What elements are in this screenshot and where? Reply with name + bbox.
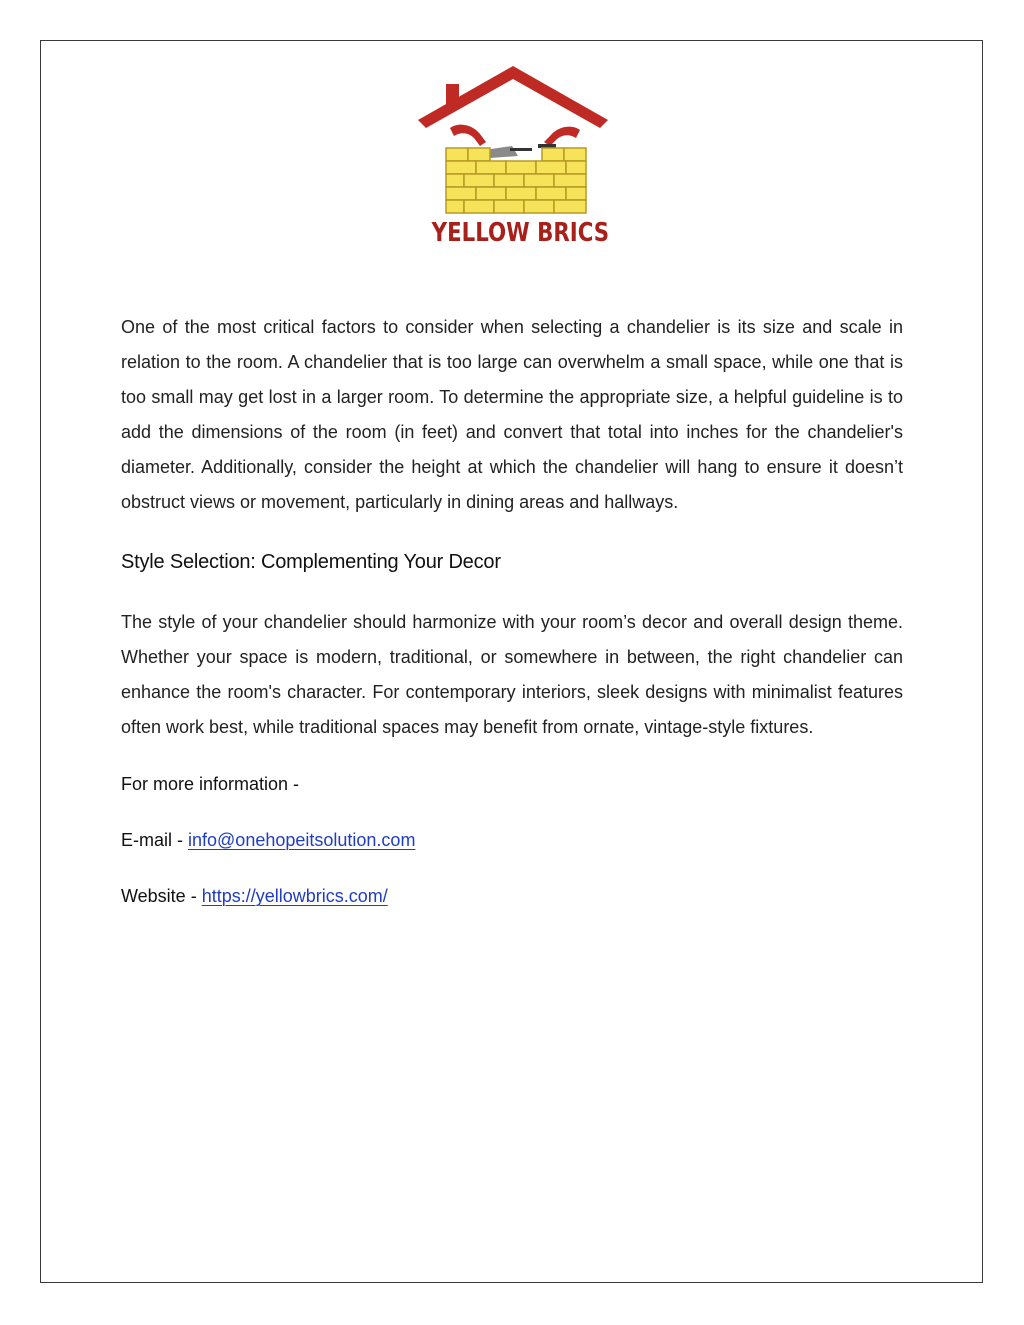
paragraph-style: The style of your chandelier should harmonize with your room’s decor and overall design theme. Whether your space is modern, traditional, or somewhere in between, the right chandelier can enhance the room's character. For contemporary interiors, sleek designs with minimalist features often work best, while traditional spaces may benefit from ornate, vintage-style fixtures.: [121, 612, 903, 737]
website-link[interactable]: https://yellowbrics.com/: [201, 886, 388, 906]
heading-style-selection: Style Selection: Complementing Your Decor: [121, 551, 501, 573]
contact-title: For more information -: [121, 774, 300, 794]
paragraph-size-scale: One of the most critical factors to consider when selecting a chandelier is its size and scale in relation to the room. A chandelier that is too large can overwhelm a small space, while one that is too small may get lost in a larger room. To determine the appropriate size, a helpful guideline is to add the dimensions of the room (in feet) and convert that total into inches for the chandelier's diameter. Additionally, consider the height at which the chandelier will hang to ensure it doesn’t obstruct views or movement, particularly in dining areas and hallways.: [121, 317, 903, 512]
house-with-bricks-logo-icon: [414, 62, 610, 222]
contact-website-line: [121, 886, 903, 907]
email-separator: -: [172, 830, 189, 850]
contact-email-line: [121, 830, 903, 851]
website-separator: -: [185, 886, 202, 906]
yellow-brics-logo: [414, 62, 610, 256]
logo-brand-name: YELLOW BRICS: [431, 218, 610, 248]
email-link[interactable]: info@onehopeitsolution.com: [188, 830, 416, 850]
website-label: Website: [121, 886, 186, 906]
email-label: E-mail: [121, 830, 173, 850]
article-content: [121, 310, 903, 907]
